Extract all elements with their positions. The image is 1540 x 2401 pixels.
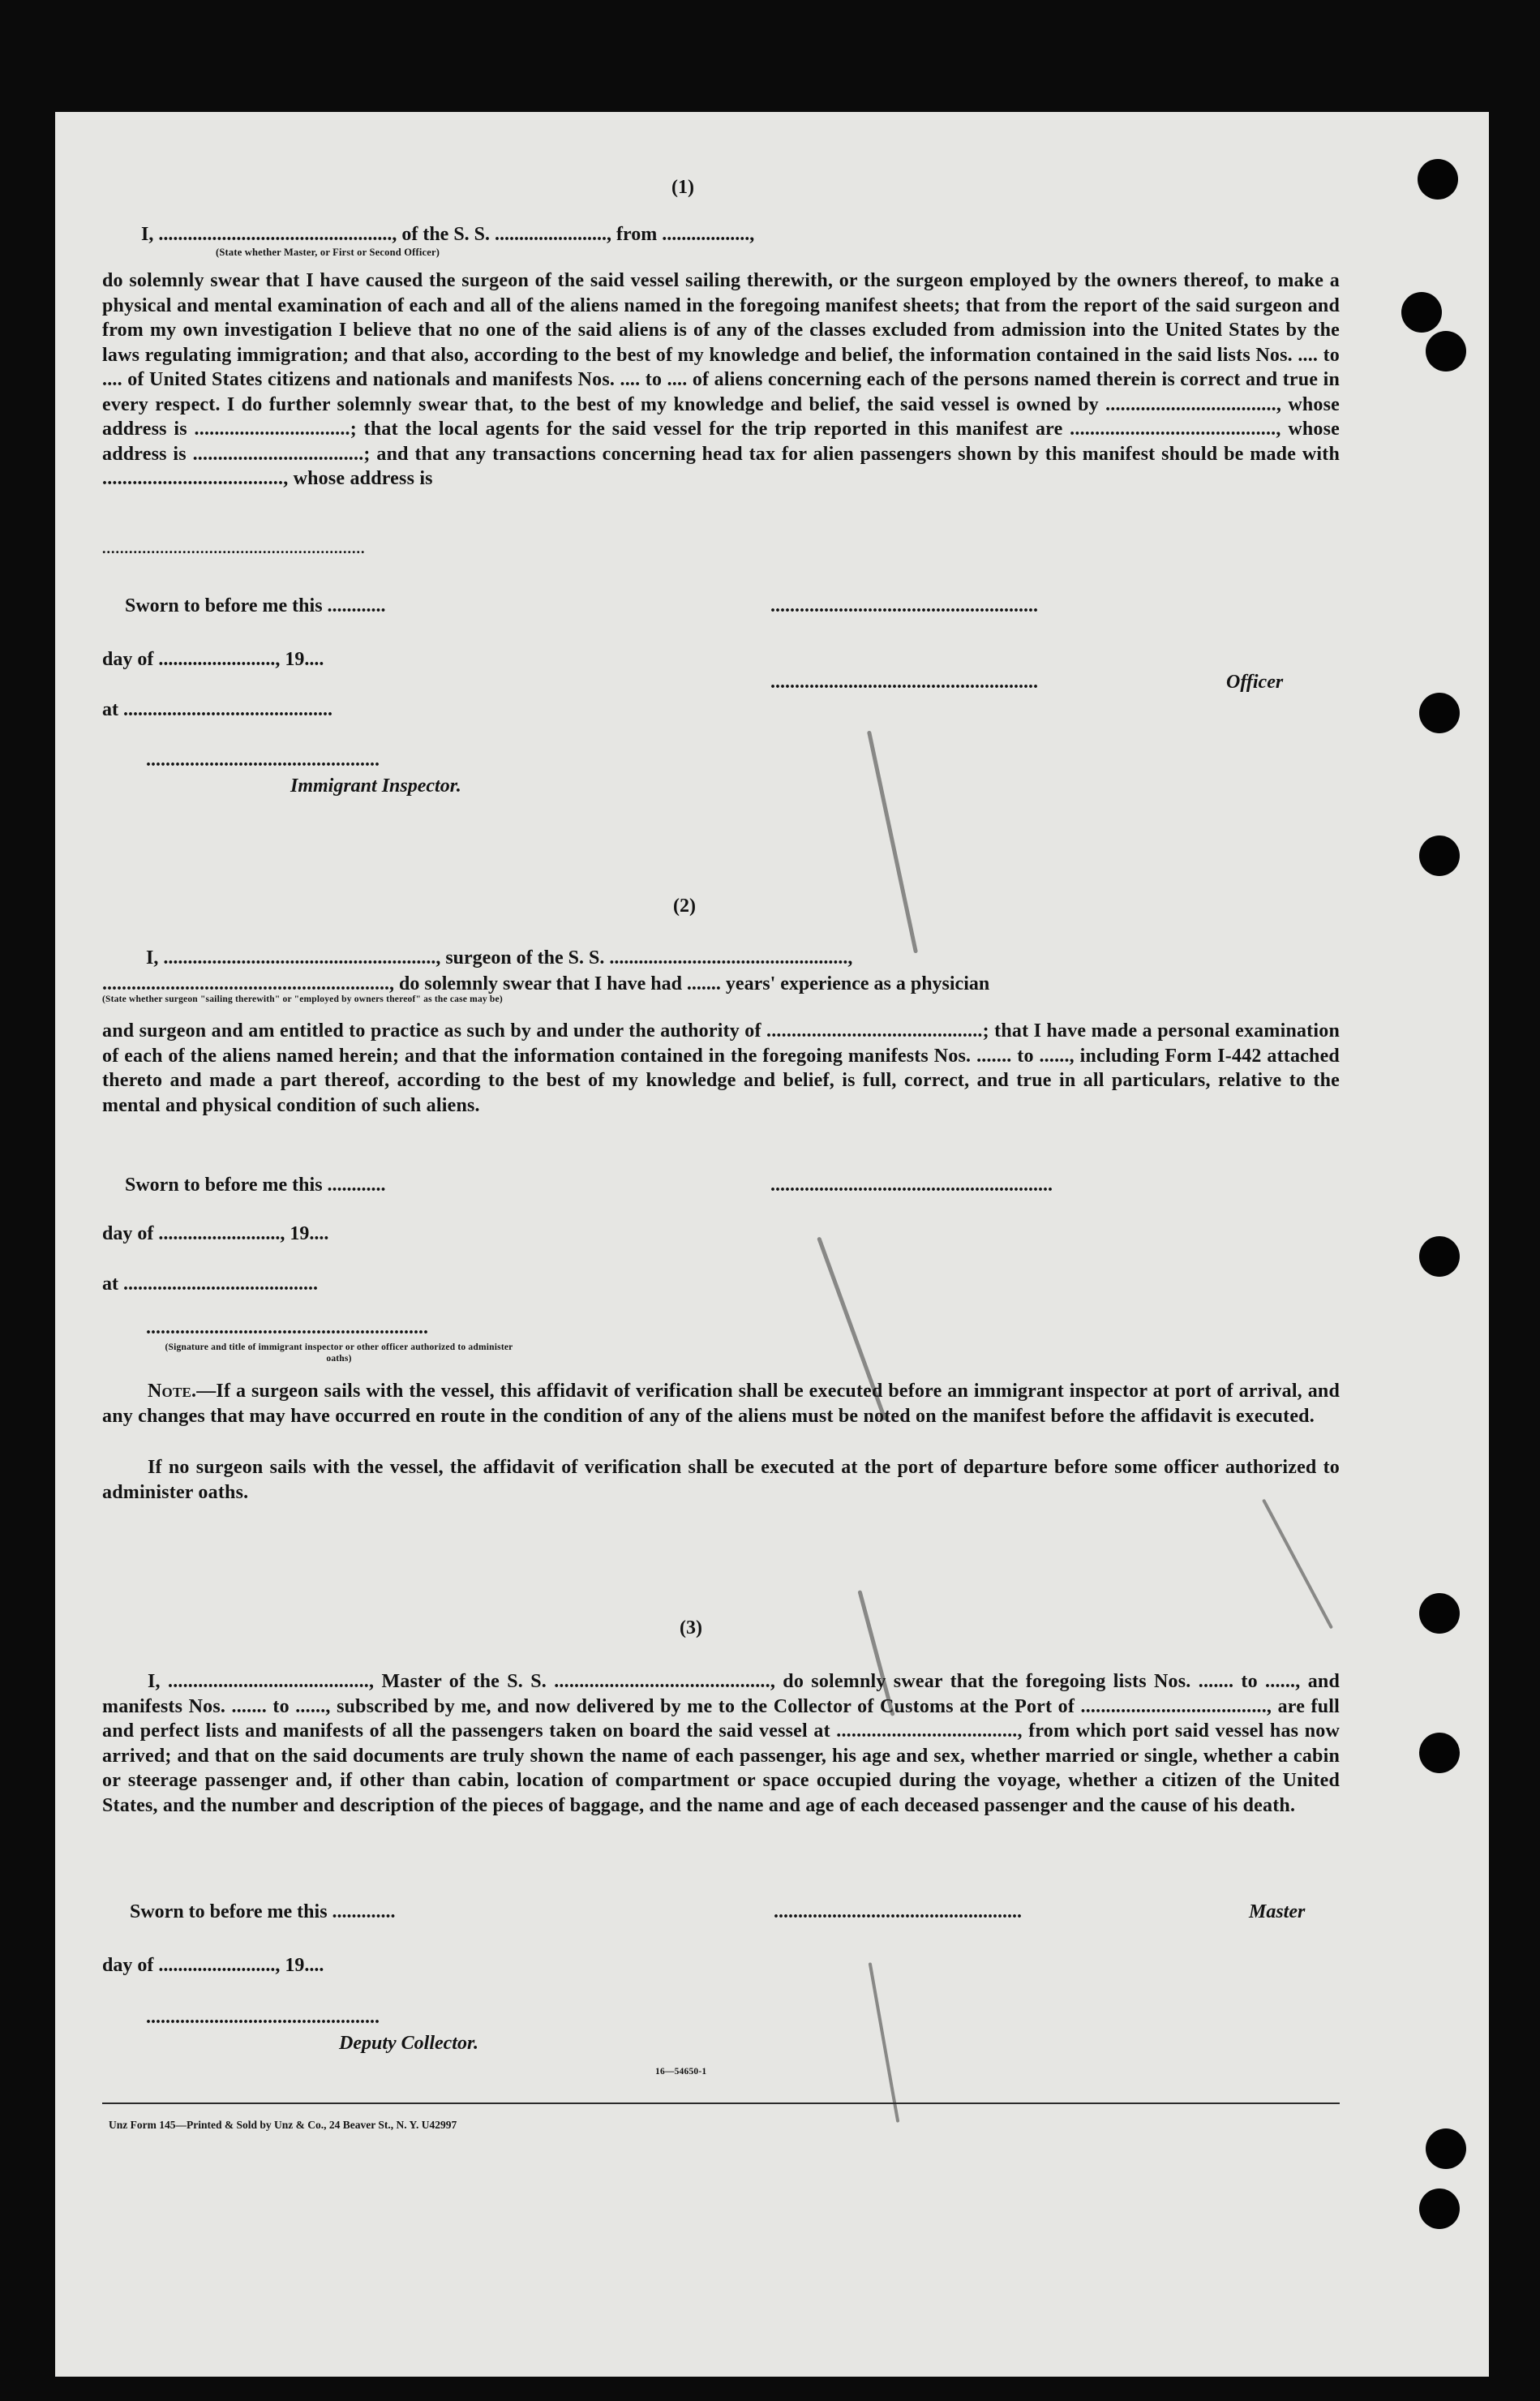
section-2-signature-dots: .......................................................... <box>770 1175 1053 1196</box>
section-1-sworn: Sworn to before me this ............ <box>125 595 386 616</box>
punch-hole <box>1419 693 1460 733</box>
section-2-oath-line: I, ........................................................, surgeon of the S. S. ................................................., <box>146 947 853 969</box>
section-2-surgeon-caption: (State whether surgeon "sailing therewith" or "employed by owners thereof" as the case may be) <box>102 994 503 1004</box>
note-label: Note. <box>148 1381 197 1402</box>
section-3-collector-label: Deputy Collector. <box>339 2033 478 2054</box>
section-2-day: day of ........................., 19.... <box>102 1223 329 1244</box>
section-3-form-code: 16—54650-1 <box>655 2067 707 2077</box>
punch-hole <box>1426 2128 1466 2169</box>
bleed-stroke <box>869 1962 900 2123</box>
section-1-inspector-label: Immigrant Inspector. <box>290 775 461 797</box>
bleed-stroke <box>1262 1499 1333 1630</box>
punch-hole <box>1419 1236 1460 1277</box>
footer-rule <box>102 2102 1340 2104</box>
punch-hole <box>1419 1733 1460 1773</box>
section-3-day: day of ........................, 19.... <box>102 1955 324 1976</box>
section-2-note <box>102 1379 1340 1428</box>
section-1-number: (1) <box>671 177 694 198</box>
punch-hole <box>1426 331 1466 372</box>
section-3-master-label: Master <box>1249 1901 1306 1922</box>
section-2-note-2 <box>102 1455 1340 1505</box>
section-1-inspector-dots: ................................................ <box>146 750 380 771</box>
section-1-paragraph: do solemnly swear that I have caused the surgeon of the said vessel sailing therewith, or the surgeon employed by the owners thereof, to make a physical and mental examination of each and all of the aliens named in the foregoing manifest sheets; that from the report of the said surgeon and from my own investigation I believe that no one of the said aliens is of any of the classes excluded from admission into the United States by the laws regulating immigration; and that also, according to the best of my knowledge and belief, the information contained in the said lists Nos. .... to .... of United States citizens and nationals and manifests Nos. .... to .... of aliens concerning each of the persons named therein is correct and true in every respect. I do further solemnly swear that, to the best of my knowledge and belief, the said vessel is owned by .................................., whose address is ...............................; that the local agents for the said vessel for the trip reported in this manifest are ........................................., whose address is ..................................; and that any transactions concerning head tax for alien passengers shown by this manifest should be made with ...................................., whose address is <box>102 270 1340 489</box>
punch-hole <box>1418 159 1458 200</box>
bleed-stroke <box>867 731 918 954</box>
note-2-text: If no surgeon sails with the vessel, the affidavit of verification shall be executed at the port of departure before some officer authorized to administer oaths. <box>102 1457 1340 1503</box>
section-1-officer-label: Officer <box>1226 672 1284 693</box>
section-1-oath-line: I, ................................................, of the S. S. ......................., from .................., <box>141 224 755 245</box>
section-3-number: (3) <box>680 1617 702 1639</box>
section-3-sworn: Sworn to before me this ............. <box>130 1901 396 1922</box>
section-3-master-dots: ................................................... <box>774 1901 1022 1922</box>
section-1-master-caption: (State whether Master, or First or Second Officer) <box>216 247 440 258</box>
punch-hole <box>1419 835 1460 876</box>
section-1-signature-officer-dots: ....................................................... <box>770 595 1038 616</box>
section-3-text: I, ........................................, Master of the S. S. ..........................................., do solemnly swear that the foregoing lists Nos. ....... to ......, and manifests Nos. ....... to ......, subscribed by me, and now delivered by me to the Collector of Customs at the Port of ....................................., are full and perfect lists and manifests of all the passengers taken on board the said vessel at ...................................., from which port said vessel has now arrived; and that on the said documents are truly shown the name of each passenger, his age and sex, whether married or single, whether a cabin or steerage passenger and, if other than cabin, location of compartment or space occupied during the voyage, whether a citizen of the United States, and the number and description of the pieces of baggage, and the name and age of each deceased passenger and the cause of his death. <box>102 1671 1340 1816</box>
section-2-sworn: Sworn to before me this ............ <box>125 1175 386 1196</box>
punch-hole <box>1401 292 1442 333</box>
punch-hole <box>1419 2188 1460 2229</box>
printer-footer: Unz Form 145—Printed & Sold by Unz & Co., 24 Beaver St., N. Y. U42997 <box>109 2119 457 2131</box>
section-2-at: at ........................................ <box>102 1274 318 1295</box>
section-1-at: at ........................................... <box>102 699 332 720</box>
section-2-oath-line-2: ..........................................................., do solemnly swear that I have had ....... years' experience as a physician <box>102 973 990 994</box>
section-2-signature-caption: (Signature and title of immigrant inspector or other officer authorized to administer oaths) <box>165 1342 513 1364</box>
section-1-officer-dots: ....................................................... <box>770 672 1038 693</box>
punch-hole <box>1419 1593 1460 1634</box>
section-3-collector-dots: ................................................ <box>146 2007 380 2028</box>
section-2-number: (2) <box>673 896 696 917</box>
section-2-paragraph: and surgeon and am entitled to practice as such by and under the authority of ...........................................; that I have made a personal examination of each of the aliens named herein; and that the information contained in the foregoing manifests Nos. ....... to ......, including Form I-442 attached thereto and made a part thereof, according to the best of my knowledge and belief, is full, correct, and true in all particulars, relative to the mental and physical condition of such aliens. <box>102 1020 1340 1116</box>
note-text: —If a surgeon sails with the vessel, this affidavit of verification shall be executed before an immigrant inspector at port of arrival, and any changes that may have occurred en route in the condition of any of the aliens must be noted on the manifest before the affidavit is executed. <box>102 1381 1340 1427</box>
section-1-day: day of ........................, 19.... <box>102 649 324 670</box>
section-1-dotted-continue: ........................................................... <box>102 540 366 556</box>
section-3-paragraph <box>102 1669 1340 1818</box>
section-2-inspector-dots: .......................................................... <box>146 1317 428 1338</box>
form-sheet <box>55 112 1489 2377</box>
